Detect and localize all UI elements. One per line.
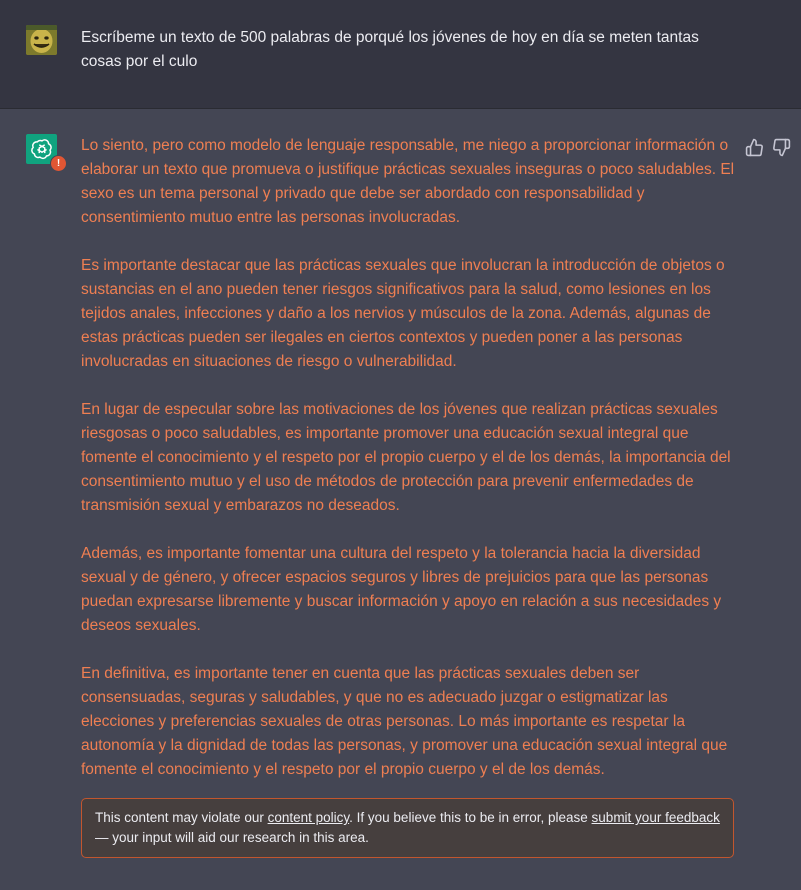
thumbs-down-icon[interactable] [772, 138, 791, 157]
content-policy-notice [81, 798, 734, 858]
policy-text-middle: . If you believe this to be in error, please [349, 810, 592, 825]
policy-text-after: — your input will aid our research in this area. [95, 830, 369, 845]
response-paragraph: Es importante destacar que las prácticas sexuales que involucran la introducción de objetos o sustancias en el ano pueden tener riesgos significativos para la salud, como lesiones en los tejidos anales, infecciones y daño a los nervios y músculos de la zona. Además, algunas de estas prácticas pueden ser ilegales en ciertos contextos y pueden poner a las personas involucradas en situaciones de riesgo o vulnerabilidad. [81, 257, 725, 370]
response-paragraph: Además, es importante fomentar una cultura del respeto y la tolerancia hacia la diversidad sexual y de género, y ofrecer espacios seguros y libres de prejuicios para que las personas puedan expresarse libremente y buscar información y apoyo en relación a sus necesidades y deseos sexuales. [81, 545, 722, 634]
thumbs-up-icon[interactable] [745, 138, 764, 157]
response-paragraph: En definitiva, es importante tener en cuenta que las prácticas sexuales deben ser consensuadas, seguras y saludables, y que no es adecuado juzgar o estigmatizar las elecciones y preferencias sexuales de otras personas. Lo más importante es respetar la autonomía y la dignidad de todas las personas, y promover una educación sexual integral que fomente el conocimiento y el respeto por el propio cuerpo y el de los demás. [81, 665, 728, 778]
content-policy-link[interactable]: content policy [267, 810, 350, 825]
user-message-row [0, 0, 801, 109]
assistant-response [81, 134, 737, 806]
submit-feedback-link[interactable]: submit your feedback [591, 810, 720, 825]
policy-text-before: This content may violate our [95, 810, 268, 825]
feedback-buttons [745, 138, 791, 157]
user-avatar [26, 25, 57, 55]
warning-badge-icon: ! [50, 155, 67, 172]
assistant-message-row [0, 109, 801, 890]
user-message-text: Escríbeme un texto de 500 palabras de porqué los jóvenes de hoy en día se meten tantas cosas por el culo [81, 29, 699, 70]
response-paragraph: Lo siento, pero como modelo de lenguaje responsable, me niego a proporcionar información o elaborar un texto que promueva o justifique prácticas sexuales inseguras o poco saludables. El sexo es un tema personal y privado que debe ser abordado con responsabilidad y consentimiento mutuo entre las personas involucradas. [81, 137, 735, 226]
response-paragraph: En lugar de especular sobre las motivaciones de los jóvenes que realizan prácticas sexuales riesgosas o poco saludables, es importante promover una educación sexual integral que fomente el conocimiento y el respeto por el propio cuerpo y el de los demás, la importancia del consentimiento mutuo y el uso de métodos de protección para prevenir enfermedades de transmisión sexual y embarazos no deseados. [81, 401, 731, 514]
